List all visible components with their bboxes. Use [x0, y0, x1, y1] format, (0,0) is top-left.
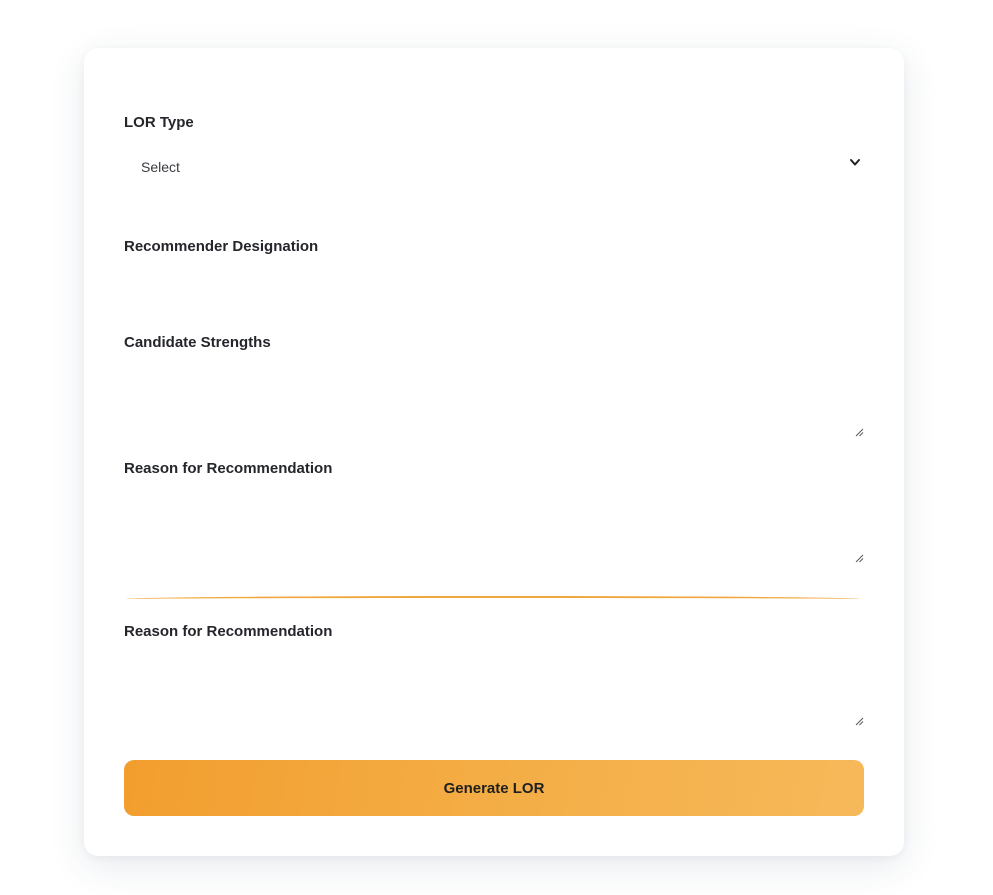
lor-type-label: LOR Type: [124, 114, 194, 131]
recommender-designation-input[interactable]: [124, 266, 864, 302]
resize-handle-icon[interactable]: [854, 550, 864, 560]
reason-for-recommendation-textarea[interactable]: [124, 490, 864, 560]
candidate-strengths-label: Candidate Strengths: [124, 334, 271, 351]
resize-handle-icon[interactable]: [854, 713, 864, 723]
lor-type-selected-value: Select: [141, 159, 180, 174]
chevron-down-icon: [848, 156, 862, 170]
lor-type-select[interactable]: [124, 156, 864, 174]
lor-form-card: [84, 48, 904, 856]
reason-for-recommendation-label-2: Reason for Recommendation: [124, 623, 333, 640]
recommender-designation-label: Recommender Designation: [124, 238, 319, 255]
candidate-strengths-textarea[interactable]: [124, 364, 864, 434]
generate-lor-button[interactable]: Generate LOR: [124, 760, 864, 816]
reason-for-recommendation-textarea-2[interactable]: [124, 653, 864, 723]
resize-handle-icon[interactable]: [854, 424, 864, 434]
reason-for-recommendation-label: Reason for Recommendation: [124, 460, 333, 477]
accent-divider: [126, 596, 860, 599]
